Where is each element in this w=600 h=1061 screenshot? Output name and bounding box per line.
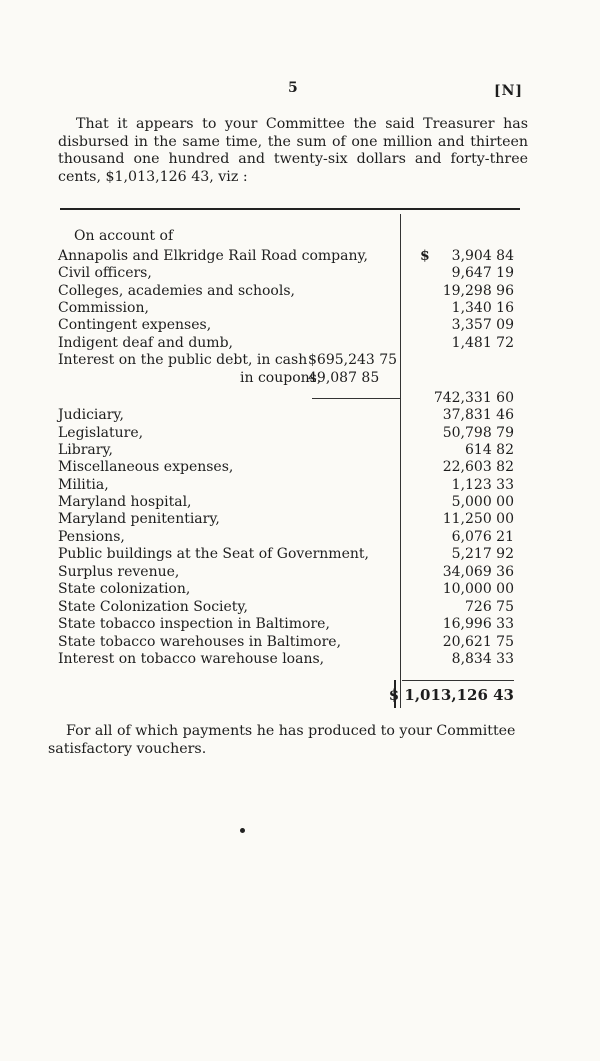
table-row: [58, 546, 518, 563]
table-row: [58, 564, 518, 581]
row-label: Interest on tobacco warehouse loans,: [58, 651, 325, 667]
row-label: Judiciary,: [58, 407, 124, 423]
table-row: [58, 425, 518, 442]
row-amount: 5,000 00: [451, 494, 514, 510]
table-row: [58, 599, 518, 616]
row-label: Pensions,: [58, 529, 125, 545]
table-row: [58, 477, 518, 494]
table-row: [58, 529, 518, 546]
row-amount: 1,340 16: [451, 300, 514, 316]
row-label: Legislature,: [58, 425, 144, 441]
row-amount: 1,481 72: [451, 335, 514, 351]
row-amount: 20,621 75: [442, 634, 514, 650]
closing-text: For all of which payments he has produced to your Committee satisfactory vouchers.: [48, 723, 516, 757]
row-amount: 9,647 19: [451, 265, 514, 281]
interest-cash: $695,243 75: [308, 352, 398, 368]
row-amount: 5,217 92: [451, 546, 514, 562]
row-amount: 6,076 21: [451, 529, 514, 545]
row-label: Public buildings at the Seat of Government,: [58, 546, 369, 562]
interest-total-row: [58, 390, 518, 407]
table-row: [58, 616, 518, 633]
interest-row: [58, 352, 518, 369]
table-row: [58, 248, 518, 265]
row-label: State tobacco inspection in Baltimore,: [58, 616, 330, 632]
row-label: Colleges, academies and schools,: [58, 283, 295, 299]
row-label: Maryland hospital,: [58, 494, 192, 510]
table-row: [58, 335, 518, 352]
grand-total: $ 1,013,126 43: [388, 686, 514, 704]
row-amount: 3,904 84: [451, 248, 514, 264]
total-row: [58, 687, 518, 704]
interest-amount: 742,331 60: [433, 390, 514, 406]
row-amount: 16,996 33: [442, 616, 514, 632]
row-amount: 10,000 00: [442, 581, 514, 597]
table-row: [58, 651, 518, 668]
table-row: [58, 265, 518, 282]
table-heading: On account of: [74, 228, 174, 244]
row-label: State tobacco warehouses in Baltimore,: [58, 634, 342, 650]
row-amount: 19,298 96: [442, 283, 514, 299]
row-label: Contingent expenses,: [58, 317, 212, 333]
ink-speck: [240, 828, 245, 833]
table-row: [58, 317, 518, 334]
row-amount: 3,357 09: [451, 317, 514, 333]
row-label: Militia,: [58, 477, 109, 493]
table-row: [58, 442, 518, 459]
row-label: Maryland penitentiary,: [58, 511, 220, 527]
dollar-sign: $: [420, 248, 430, 264]
table-row: [58, 407, 518, 424]
intro-text: That it appears to your Committee the said Treasurer has disbursed in the same time, the sum of one million and thirteen thousand one hundred and twenty-six dollars and forty-three cents, $1,013,126 43, viz :: [58, 116, 528, 185]
row-amount: 614 82: [465, 442, 514, 458]
table-heading-row: [58, 228, 518, 245]
intro-paragraph: [58, 116, 528, 186]
row-amount: 37,831 46: [442, 407, 514, 423]
table-row: [58, 494, 518, 511]
interest-coupon-label: in coupons,: [240, 370, 322, 386]
total-rule: [402, 680, 514, 681]
row-amount: 1,123 33: [451, 477, 514, 493]
row-label: Miscellaneous expenses,: [58, 459, 234, 475]
page-number: 5: [288, 80, 298, 96]
table-row: [58, 634, 518, 651]
interest-coupon-row: [58, 370, 518, 387]
row-amount: 8,834 33: [451, 651, 514, 667]
row-amount: 22,603 82: [442, 459, 514, 475]
interest-label: Interest on the public debt, in cash: [58, 352, 308, 368]
table-row: [58, 581, 518, 598]
row-label: State Colonization Society,: [58, 599, 248, 615]
table-row: [58, 459, 518, 476]
row-amount: 50,798 79: [442, 425, 514, 441]
interest-coupons: 49,087 85: [308, 370, 380, 386]
row-amount: 726 75: [465, 599, 514, 615]
page-mark: [N]: [494, 83, 524, 99]
table-row: [58, 300, 518, 317]
table-row: [58, 283, 518, 300]
table-top-rule: [60, 208, 520, 210]
row-label: State colonization,: [58, 581, 191, 597]
row-amount: 11,250 00: [442, 511, 514, 527]
row-label: Commission,: [58, 300, 149, 316]
row-label: Library,: [58, 442, 113, 458]
row-label: Annapolis and Elkridge Rail Road company,: [58, 248, 368, 264]
row-label: Civil officers,: [58, 265, 152, 281]
table-row: [58, 511, 518, 528]
row-amount: 34,069 36: [442, 564, 514, 580]
row-label: Surplus revenue,: [58, 564, 180, 580]
row-label: Indigent deaf and dumb,: [58, 335, 233, 351]
closing-paragraph: [48, 722, 518, 758]
